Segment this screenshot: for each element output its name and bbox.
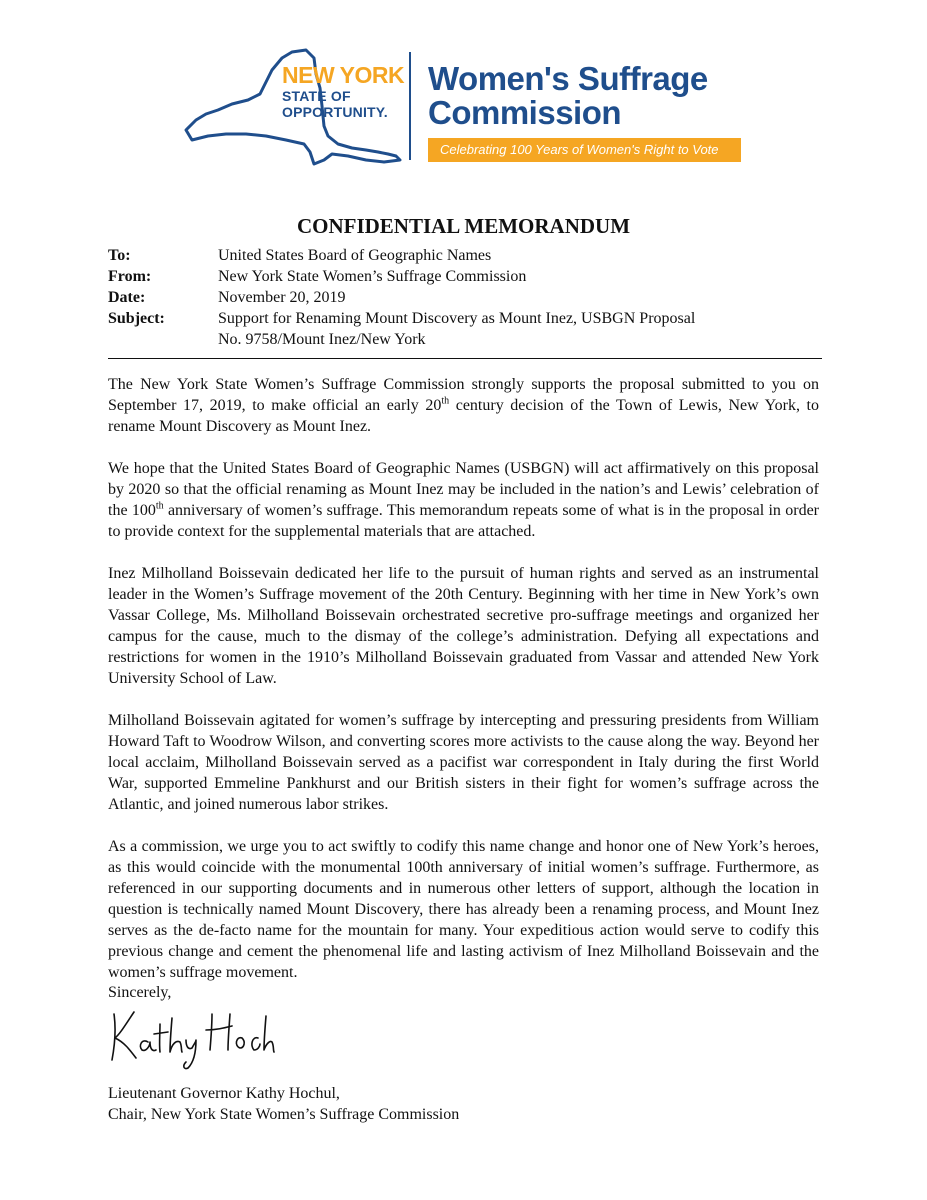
field-to-value: United States Board of Geographic Names	[218, 247, 492, 264]
letterhead-logo	[0, 0, 927, 190]
signature-block	[108, 1083, 459, 1125]
logo-divider	[409, 52, 411, 160]
handwritten-signature	[108, 1002, 278, 1074]
memo-header-fields	[108, 245, 820, 350]
ny-state-wordmark	[282, 64, 404, 119]
commission-wordmark	[428, 62, 708, 130]
paragraph-3: Inez Milholland Boissevain dedicated her life to the pursuit of human rights and served as an instrumental leader in the Women’s Suffrage movement of the 20th Century. Beginning with her time in New York’s own Vassar College, Ms. Milholland Boissevain orchestrated secretive pro-suffrage meetings and organized her campus for the cause, much to the dismay of the college’s administration. Defying all expectations and restrictions for women in the 1910’s Milholland Boissevain graduated from Vassar and attended New York University School of Law.	[108, 565, 819, 687]
field-date	[108, 287, 820, 308]
commission-line2: Commission	[428, 94, 622, 131]
p2-text-a: We hope that the United States Board of Geographic Names (USBGN) will act affirmatively on this proposal by 2020 so that the official renaming as Mount Inez may be included in the nation’s and Lewis’ celebration of the 100	[108, 460, 819, 519]
p1-text-a: The New York State Women’s Suffrage Commission strongly supports the proposal submitted to you on September 17, 2019, to make official an early 20	[108, 376, 819, 414]
p2-text-b: anniversary of women’s suffrage. This memorandum repeats some of what is in the proposal in order to provide context for the supplemental materials that are attached.	[108, 502, 819, 540]
signer-title: Chair, New York State Women’s Suffrage Commission	[108, 1106, 460, 1123]
signer-name: Lieutenant Governor Kathy Hochul,	[108, 1085, 340, 1102]
ny-wordmark-line2: STATE OF	[282, 88, 351, 104]
field-from-value: New York State Women’s Suffrage Commission	[218, 268, 527, 285]
field-subject	[108, 308, 820, 350]
memo-title: CONFIDENTIAL MEMORANDUM	[296, 214, 631, 238]
subject-line2: No. 9758/Mount Inez/New York	[218, 331, 426, 348]
paragraph-4: Milholland Boissevain agitated for women’s suffrage by intercepting and pressuring presidents from William Howard Taft to Woodrow Wilson, and converting scores more activists to the cause along the way. Beyond her local acclaim, Milholland Boissevain served as a pacifist war correspondent in Italy during the first World War, supported Emmeline Pankhurst and our British sisters in their fight for women’s suffrage across the Atlantic, and joined numerous labor strikes.	[108, 712, 819, 813]
centennial-banner: Celebrating 100 Years of Women's Right to Vote	[428, 138, 741, 162]
commission-line1: Women's Suffrage	[428, 60, 708, 97]
paragraph-1	[108, 374, 819, 437]
ny-wordmark-line1: NEW YORK	[282, 62, 405, 88]
field-date-label: Date:	[108, 289, 146, 306]
field-subject-value	[218, 308, 820, 350]
p1-superscript: th	[441, 395, 450, 407]
field-to-label: To:	[108, 247, 131, 264]
field-to	[108, 245, 820, 266]
paragraph-2	[108, 458, 819, 542]
memo-body	[108, 374, 819, 1004]
p1-text-b: century decision of the Town of Lewis, New York, to rename Mount Discovery as Mount Inez.	[108, 397, 820, 435]
field-from	[108, 266, 820, 287]
field-date-value: November 20, 2019	[218, 289, 346, 306]
header-rule	[108, 358, 822, 359]
subject-line1: Support for Renaming Mount Discovery as Mount Inez, USBGN Proposal	[218, 310, 696, 327]
ny-wordmark-line3: OPPORTUNITY.	[282, 104, 388, 120]
paragraph-5: As a commission, we urge you to act swiftly to codify this name change and honor one of New York’s heroes, as this would coincide with the monumental 100th anniversary of initial women’s suffrage. Furthermore, as referenced in our supporting documents and in numerous other letters of support, although the location in question is technically named Mount Discovery, there has already been a renaming process, and Mount Inez serves as the de-facto name for the mountain for many. Your expeditious action would serve to codify this previous change and cement the phenomenal life and lasting activism of Inez Milholland Boissevain and the women’s suffrage movement.	[108, 838, 819, 981]
p2-superscript: th	[155, 500, 164, 512]
closing-salutation: Sincerely,	[108, 984, 172, 1001]
field-from-label: From:	[108, 268, 152, 285]
field-subject-label: Subject:	[108, 310, 165, 327]
